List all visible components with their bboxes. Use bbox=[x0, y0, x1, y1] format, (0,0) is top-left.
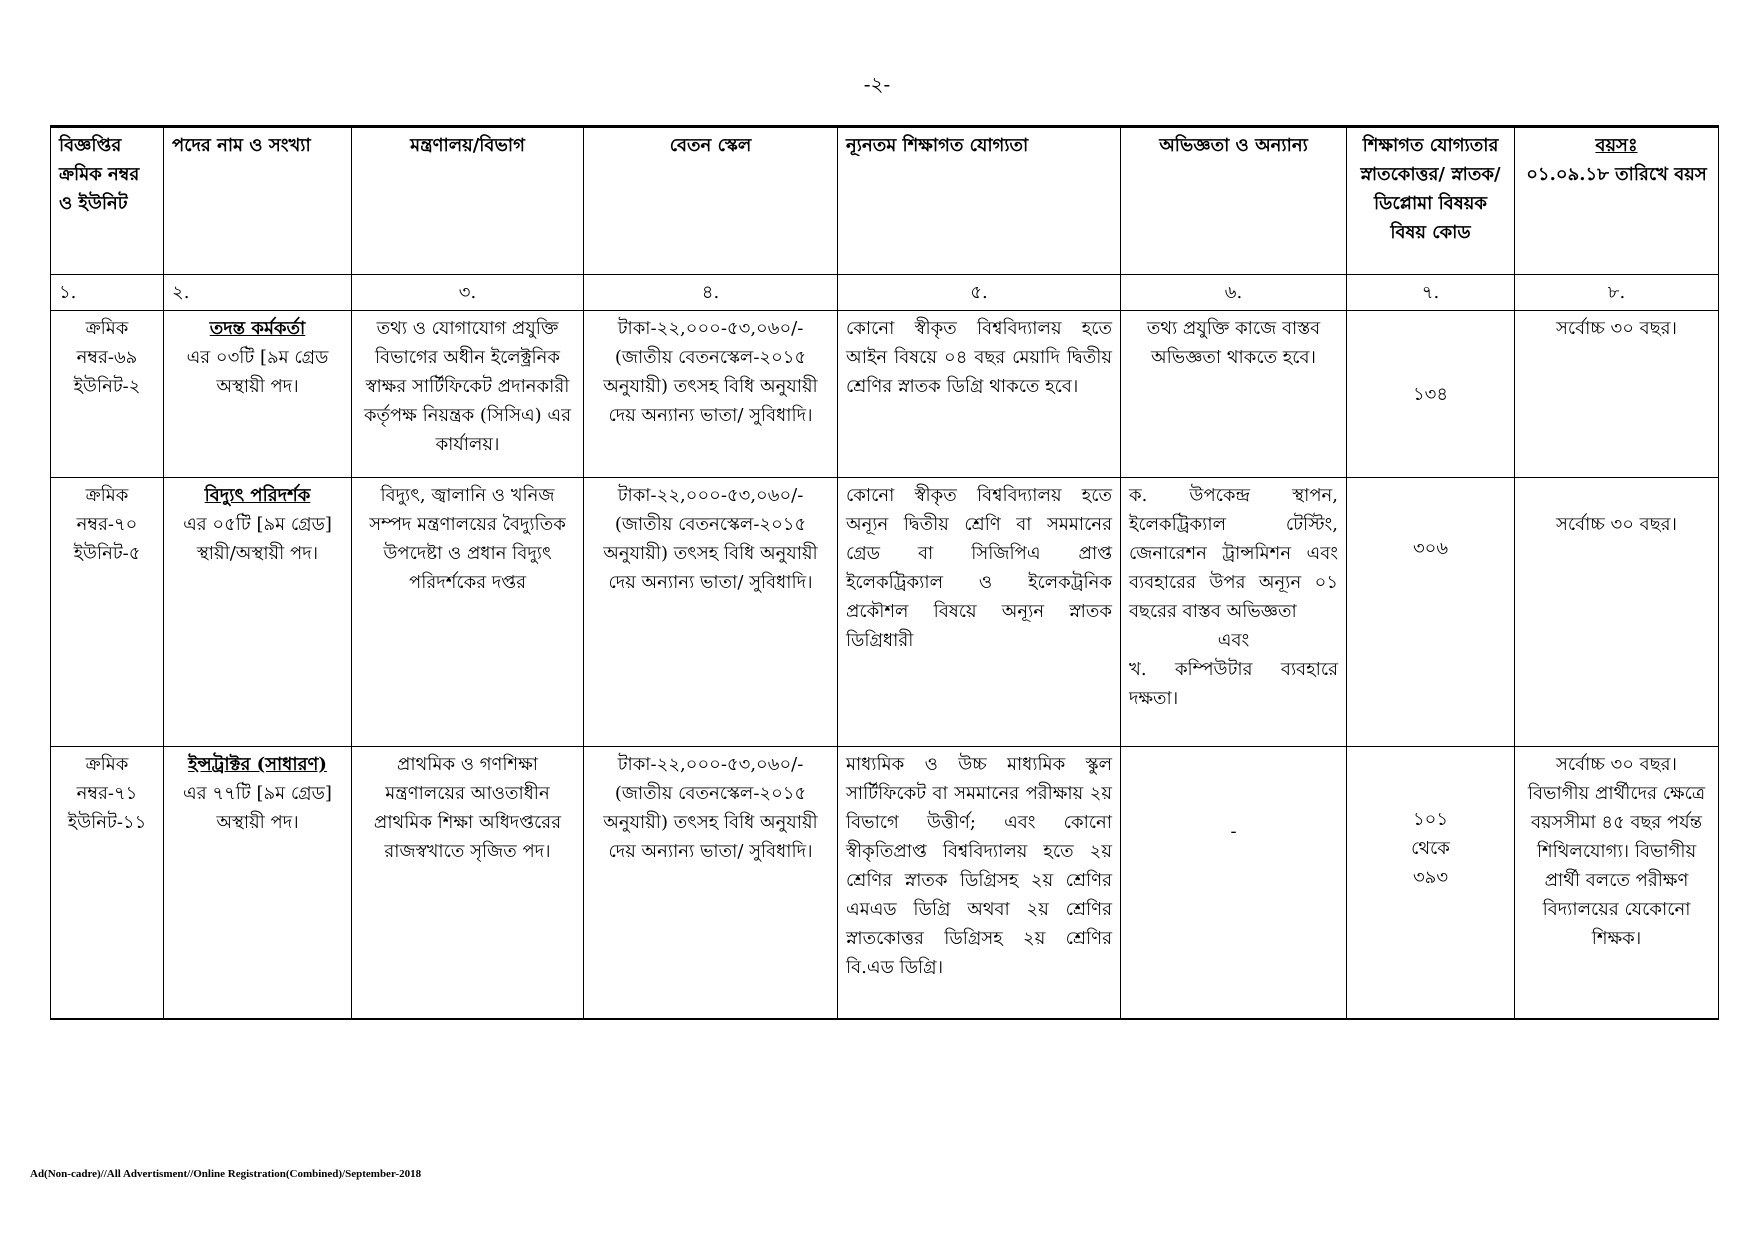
number-row bbox=[51, 275, 1719, 311]
header-age bbox=[1515, 127, 1719, 275]
serial-cell: ক্রমিক নম্বর-৭০ ইউনিট-৫ bbox=[51, 478, 164, 747]
serial-cell: ক্রমিক নম্বর-৬৯ ইউনিট-২ bbox=[51, 311, 164, 478]
qualification-cell: কোনো স্বীকৃত বিশ্ববিদ্যালয় হতে অন্যূন দ্বিতীয় শ্রেণি বা সমমানের গ্রেড বা সিজিপিএ প্রাপ্ত ইলেকট্রিক্যাল ও ইলেকট্রনিক প্রকৌশল বিষয়ে অন্যূন স্নাতক ডিগ্রিধারী bbox=[838, 478, 1121, 747]
col-number: ৬. bbox=[1121, 275, 1347, 311]
footer-reference: Ad(Non-cadre)//All Advertisment//Online Registration(Combined)/September-2018 bbox=[30, 1168, 422, 1180]
qualification-cell: কোনো স্বীকৃত বিশ্ববিদ্যালয় হতে আইন বিষয়ে ০৪ বছর মেয়াদি দ্বিতীয় শ্রেণির স্নাতক ডিগ্রি থাকতে হবে। bbox=[838, 311, 1121, 478]
pay-scale-cell: টাকা-২২,০০০-৫৩,০৬০/- (জাতীয় বেতনস্কেল-২০১৫ অনুযায়ী) তৎসহ বিধি অনুযায়ী দেয় অন্যান্য ভাতা/ সুবিধাদি। bbox=[584, 478, 838, 747]
header-experience: অভিজ্ঞতা ও অন্যান্য bbox=[1121, 127, 1347, 275]
age-cell: সর্বোচ্চ ৩০ বছর। bbox=[1515, 311, 1719, 478]
table-row bbox=[51, 747, 1719, 1020]
post-cell bbox=[164, 311, 352, 478]
serial-cell: ক্রমিক নম্বর-৭১ ইউনিট-১১ bbox=[51, 747, 164, 1020]
header-row bbox=[51, 127, 1719, 275]
post-cell bbox=[164, 747, 352, 1020]
header-pay-scale: বেতন স্কেল bbox=[584, 127, 838, 275]
col-number: ৫. bbox=[838, 275, 1121, 311]
post-cell bbox=[164, 478, 352, 747]
pay-scale-cell: টাকা-২২,০০০-৫৩,০৬০/- (জাতীয় বেতনস্কেল-২০১৫ অনুযায়ী) তৎসহ বিধি অনুযায়ী দেয় অন্যান্য ভাতা/ সুবিধাদি। bbox=[584, 311, 838, 478]
subject-code-cell: ১৩৪ bbox=[1347, 311, 1515, 478]
experience-cell: - bbox=[1121, 747, 1347, 1020]
col-number: ৪. bbox=[584, 275, 838, 311]
qualification-cell: মাধ্যমিক ও উচ্চ মাধ্যমিক স্কুল সার্টিফিকেট বা সমমানের পরীক্ষায় ২য় বিভাগে উত্তীর্ণ; এবং কোনো স্বীকৃতিপ্রাপ্ত বিশ্ববিদ্যালয় হতে ২য় শ্রেণির স্নাতক ডিগ্রিসহ ২য় শ্রেণির এমএড ডিগ্রি অথবা ২য় শ্রেণির স্নাতকোত্তর ডিগ্রিসহ ২য় শ্রেণির বি.এড ডিগ্রি। bbox=[838, 747, 1121, 1020]
col-number: ২. bbox=[164, 275, 352, 311]
col-number: ৮. bbox=[1515, 275, 1719, 311]
ministry-cell: বিদ্যুৎ, জ্বালানি ও খনিজ সম্পদ মন্ত্রণালয়ের বৈদ্যুতিক উপদেষ্টা ও প্রধান বিদ্যুৎ পরিদর্শকের দপ্তর bbox=[352, 478, 584, 747]
header-age-title: বয়সঃ bbox=[1595, 135, 1638, 156]
subject-code-cell bbox=[1347, 747, 1515, 1020]
table-row bbox=[51, 478, 1719, 747]
experience-cell bbox=[1121, 478, 1347, 747]
header-subject-code: শিক্ষাগত যোগ্যতার স্নাতকোত্তর/ স্নাতক/ ডিপ্লোমা বিষয়ক বিষয় কোড bbox=[1347, 127, 1515, 275]
col-number: ৭. bbox=[1347, 275, 1515, 311]
pay-scale-cell: টাকা-২২,০০০-৫৩,০৬০/- (জাতীয় বেতনস্কেল-২০১৫ অনুযায়ী) তৎসহ বিধি অনুযায়ী দেয় অন্যান্য ভাতা/ সুবিধাদি। bbox=[584, 747, 838, 1020]
age-cell: সর্বোচ্চ ৩০ বছর। বিভাগীয় প্রার্থীদের ক্ষেত্রে বয়সসীমা ৪৫ বছর পর্যন্ত শিথিলযোগ্য। বিভাগীয় প্রার্থী বলতে পরীক্ষণ বিদ্যালয়ের যেকোনো শিক্ষক। bbox=[1515, 747, 1719, 1020]
post-detail: এর ০৫টি [৯ম গ্রেড] স্থায়ী/অস্থায়ী পদ। bbox=[183, 514, 332, 564]
recruitment-table bbox=[50, 125, 1719, 1020]
ministry-cell: প্রাথমিক ও গণশিক্ষা মন্ত্রণালয়ের আওতাধীন প্রাথমিক শিক্ষা অধিদপ্তরের রাজস্বখাতে সৃজিত পদ। bbox=[352, 747, 584, 1020]
subject-code-cell: ৩০৬ bbox=[1347, 478, 1515, 747]
experience-item-a: ক. উপকেন্দ্র স্থাপন, ইলেকট্রিক্যাল টেস্টিং, জেনারেশন ট্রান্সমিশন এবং ব্যবহারের উপর অন্যূন ০১ বছরের বাস্তব অভিজ্ঞতা bbox=[1129, 485, 1338, 622]
subject-code-to: ৩৯৩ bbox=[1412, 867, 1449, 888]
post-detail: এর ০৩টি [৯ম গ্রেড অস্থায়ী পদ। bbox=[186, 347, 329, 397]
experience-cell: তথ্য প্রযুক্তি কাজে বাস্তব অভিজ্ঞতা থাকতে হবে। bbox=[1121, 311, 1347, 478]
col-number: ১. bbox=[51, 275, 164, 311]
table-row bbox=[51, 311, 1719, 478]
post-title: বিদ্যুৎ পরিদর্শক bbox=[204, 485, 311, 506]
experience-and: এবং bbox=[1217, 630, 1250, 651]
header-ministry: মন্ত্রণালয়/বিভাগ bbox=[352, 127, 584, 275]
experience-item-b: খ. কম্পিউটার ব্যবহারে দক্ষতা। bbox=[1129, 659, 1338, 709]
header-post: পদের নাম ও সংখ্যা bbox=[164, 127, 352, 275]
subject-code-to-word: থেকে bbox=[1411, 838, 1450, 859]
page-number: -২- bbox=[863, 72, 891, 96]
ministry-cell: তথ্য ও যোগাযোগ প্রযুক্তি বিভাগের অধীন ইলেক্ট্রনিক স্বাক্ষর সার্টিফিকেট প্রদানকারী কর্তৃপক্ষ নিয়ন্ত্রক (সিসিএ) এর কার্যালয়। bbox=[352, 311, 584, 478]
post-title: ইন্সট্রাক্টর (সাধারণ) bbox=[188, 754, 327, 775]
post-detail: এর ৭৭টি [৯ম গ্রেড] অস্থায়ী পদ। bbox=[183, 783, 332, 833]
header-qualification: ন্যূনতম শিক্ষাগত যোগ্যতা bbox=[838, 127, 1121, 275]
post-title: তদন্ত কর্মকর্তা bbox=[209, 318, 306, 339]
header-serial: বিজ্ঞপ্তির ক্রমিক নম্বর ও ইউনিট bbox=[51, 127, 164, 275]
header-age-sub: ০১.০৯.১৮ তারিখে বয়স bbox=[1526, 164, 1707, 185]
subject-code-from: ১০১ bbox=[1412, 809, 1449, 830]
col-number: ৩. bbox=[352, 275, 584, 311]
age-cell: সর্বোচ্চ ৩০ বছর। bbox=[1515, 478, 1719, 747]
